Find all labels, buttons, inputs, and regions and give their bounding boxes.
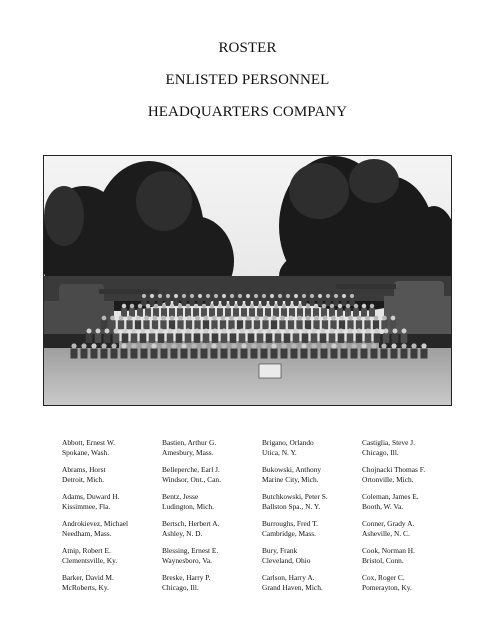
roster-entry-name: Cox, Roger C. <box>362 573 405 582</box>
roster-entry <box>362 492 462 519</box>
roster-entry <box>362 465 462 492</box>
roster-entry-name: Brigano, Orlando <box>262 438 314 447</box>
roster-entry-hometown: Chicago, Ill. <box>362 447 399 457</box>
roster-entry <box>162 573 262 600</box>
roster-entry-name: Barker, David M. <box>62 573 114 582</box>
roster-entry <box>362 546 462 573</box>
roster-entry-name: Bastien, Arthur G. <box>162 438 217 447</box>
roster-entry-hometown: Detroit, Mich. <box>62 474 105 484</box>
roster-entry-hometown: Chicago, Ill. <box>162 582 199 592</box>
roster-entry-hometown: Kissimmee, Fla. <box>62 501 111 511</box>
roster-entry <box>62 438 162 465</box>
roster-row <box>62 438 462 465</box>
roster-entry-name: Atnip, Robert E. <box>62 546 111 555</box>
group-photo-image <box>44 156 451 405</box>
roster-entry-name: Breske, Harry P. <box>162 573 211 582</box>
roster-entry <box>62 519 162 546</box>
roster-entry-name: Coleman, James E. <box>362 492 419 501</box>
roster-entry <box>262 519 362 546</box>
roster-entry <box>162 465 262 492</box>
roster-entry-name: Chojnacki Thomas F. <box>362 465 426 474</box>
roster-entry <box>362 573 462 600</box>
roster-entry <box>162 546 262 573</box>
roster-entry <box>362 519 462 546</box>
roster-entry <box>262 438 362 465</box>
company-heading: HEADQUARTERS COMPANY <box>147 104 348 120</box>
roster-entry <box>162 519 262 546</box>
roster-entry <box>262 492 362 519</box>
roster-entry <box>62 546 162 573</box>
roster-entry-hometown: Ashley, N. D. <box>162 528 203 538</box>
roster-entry-hometown: Waynesboro, Va. <box>162 555 212 565</box>
roster-entry <box>62 465 162 492</box>
roster-row <box>62 465 462 492</box>
roster-row <box>62 573 462 600</box>
roster-entry-hometown: Utica, N. Y. <box>262 447 297 457</box>
roster-entry <box>62 492 162 519</box>
roster-entry <box>362 438 462 465</box>
roster-entry-hometown: Ortonville, Mich. <box>362 474 414 484</box>
roster-entry-name: Bertsch, Herbert A. <box>162 519 220 528</box>
roster-entry-hometown: Cleveland, Ohio <box>262 555 311 565</box>
roster-entry-name: Adams, Duward H. <box>62 492 120 501</box>
roster-entry-name: Abbott, Ernest W. <box>62 438 115 447</box>
roster-entry <box>62 573 162 600</box>
roster-entry-hometown: Clementsville, Ky. <box>62 555 118 565</box>
roster-entry-hometown: McRoberts, Ky. <box>62 582 109 592</box>
roster-entry-name: Blessing, Ernest E. <box>162 546 219 555</box>
roster-entry-name: Abrams, Horst <box>62 465 106 474</box>
roster-title: ROSTER <box>218 40 277 56</box>
roster-entry-name: Bentz, Jesse <box>162 492 199 501</box>
roster-entry-hometown: Windsor, Ont., Can. <box>162 474 221 484</box>
roster-entry-name: Bury, Frank <box>262 546 298 555</box>
roster-entry-hometown: Needham, Mass. <box>62 528 112 538</box>
roster-entry-hometown: Ludington, Mich. <box>162 501 214 511</box>
roster-row <box>62 492 462 519</box>
roster-entry-name: Castiglia, Steve J. <box>362 438 415 447</box>
roster-entry <box>262 546 362 573</box>
roster-entry-hometown: Booth, W. Va. <box>362 501 404 511</box>
roster-entry-name: Belleperche, Earl J. <box>162 465 220 474</box>
roster-row <box>62 519 462 546</box>
roster-entry-hometown: Pomerayton, Ky. <box>362 582 412 592</box>
roster-entry-hometown: Spokane, Wash. <box>62 447 110 457</box>
roster-row <box>62 546 462 573</box>
roster-entry-hometown: Bristol, Conn. <box>362 555 404 565</box>
roster-entry <box>162 438 262 465</box>
roster-entry-name: Butchkowski, Peter S. <box>262 492 328 501</box>
roster-entry <box>162 492 262 519</box>
roster-list <box>62 438 462 600</box>
roster-entry-name: Cook, Norman H. <box>362 546 415 555</box>
roster-entry-name: Bukowski, Anthony <box>262 465 322 474</box>
roster-entry-hometown: Asheville, N. C. <box>362 528 410 538</box>
group-photo <box>43 155 452 406</box>
roster-entry-hometown: Grand Haven, Mich. <box>262 582 323 592</box>
roster-entry-name: Burroughs, Fred T. <box>262 519 318 528</box>
enlisted-personnel-heading: ENLISTED PERSONNEL <box>165 72 330 88</box>
roster-entry-hometown: Ballston Spa., N. Y. <box>262 501 321 511</box>
roster-entry-hometown: Amesbury, Mass. <box>162 447 214 457</box>
roster-entry-hometown: Marine City, Mich. <box>262 474 319 484</box>
roster-entry-name: Androkievez, Michael <box>62 519 129 528</box>
roster-entry-hometown: Cambridge, Mass. <box>262 528 316 538</box>
roster-entry <box>262 465 362 492</box>
roster-entry <box>262 573 362 600</box>
front-sign <box>259 364 281 378</box>
roster-entry-name: Conner, Grady A. <box>362 519 415 528</box>
roster-entry-name: Carlson, Harry A. <box>262 573 315 582</box>
